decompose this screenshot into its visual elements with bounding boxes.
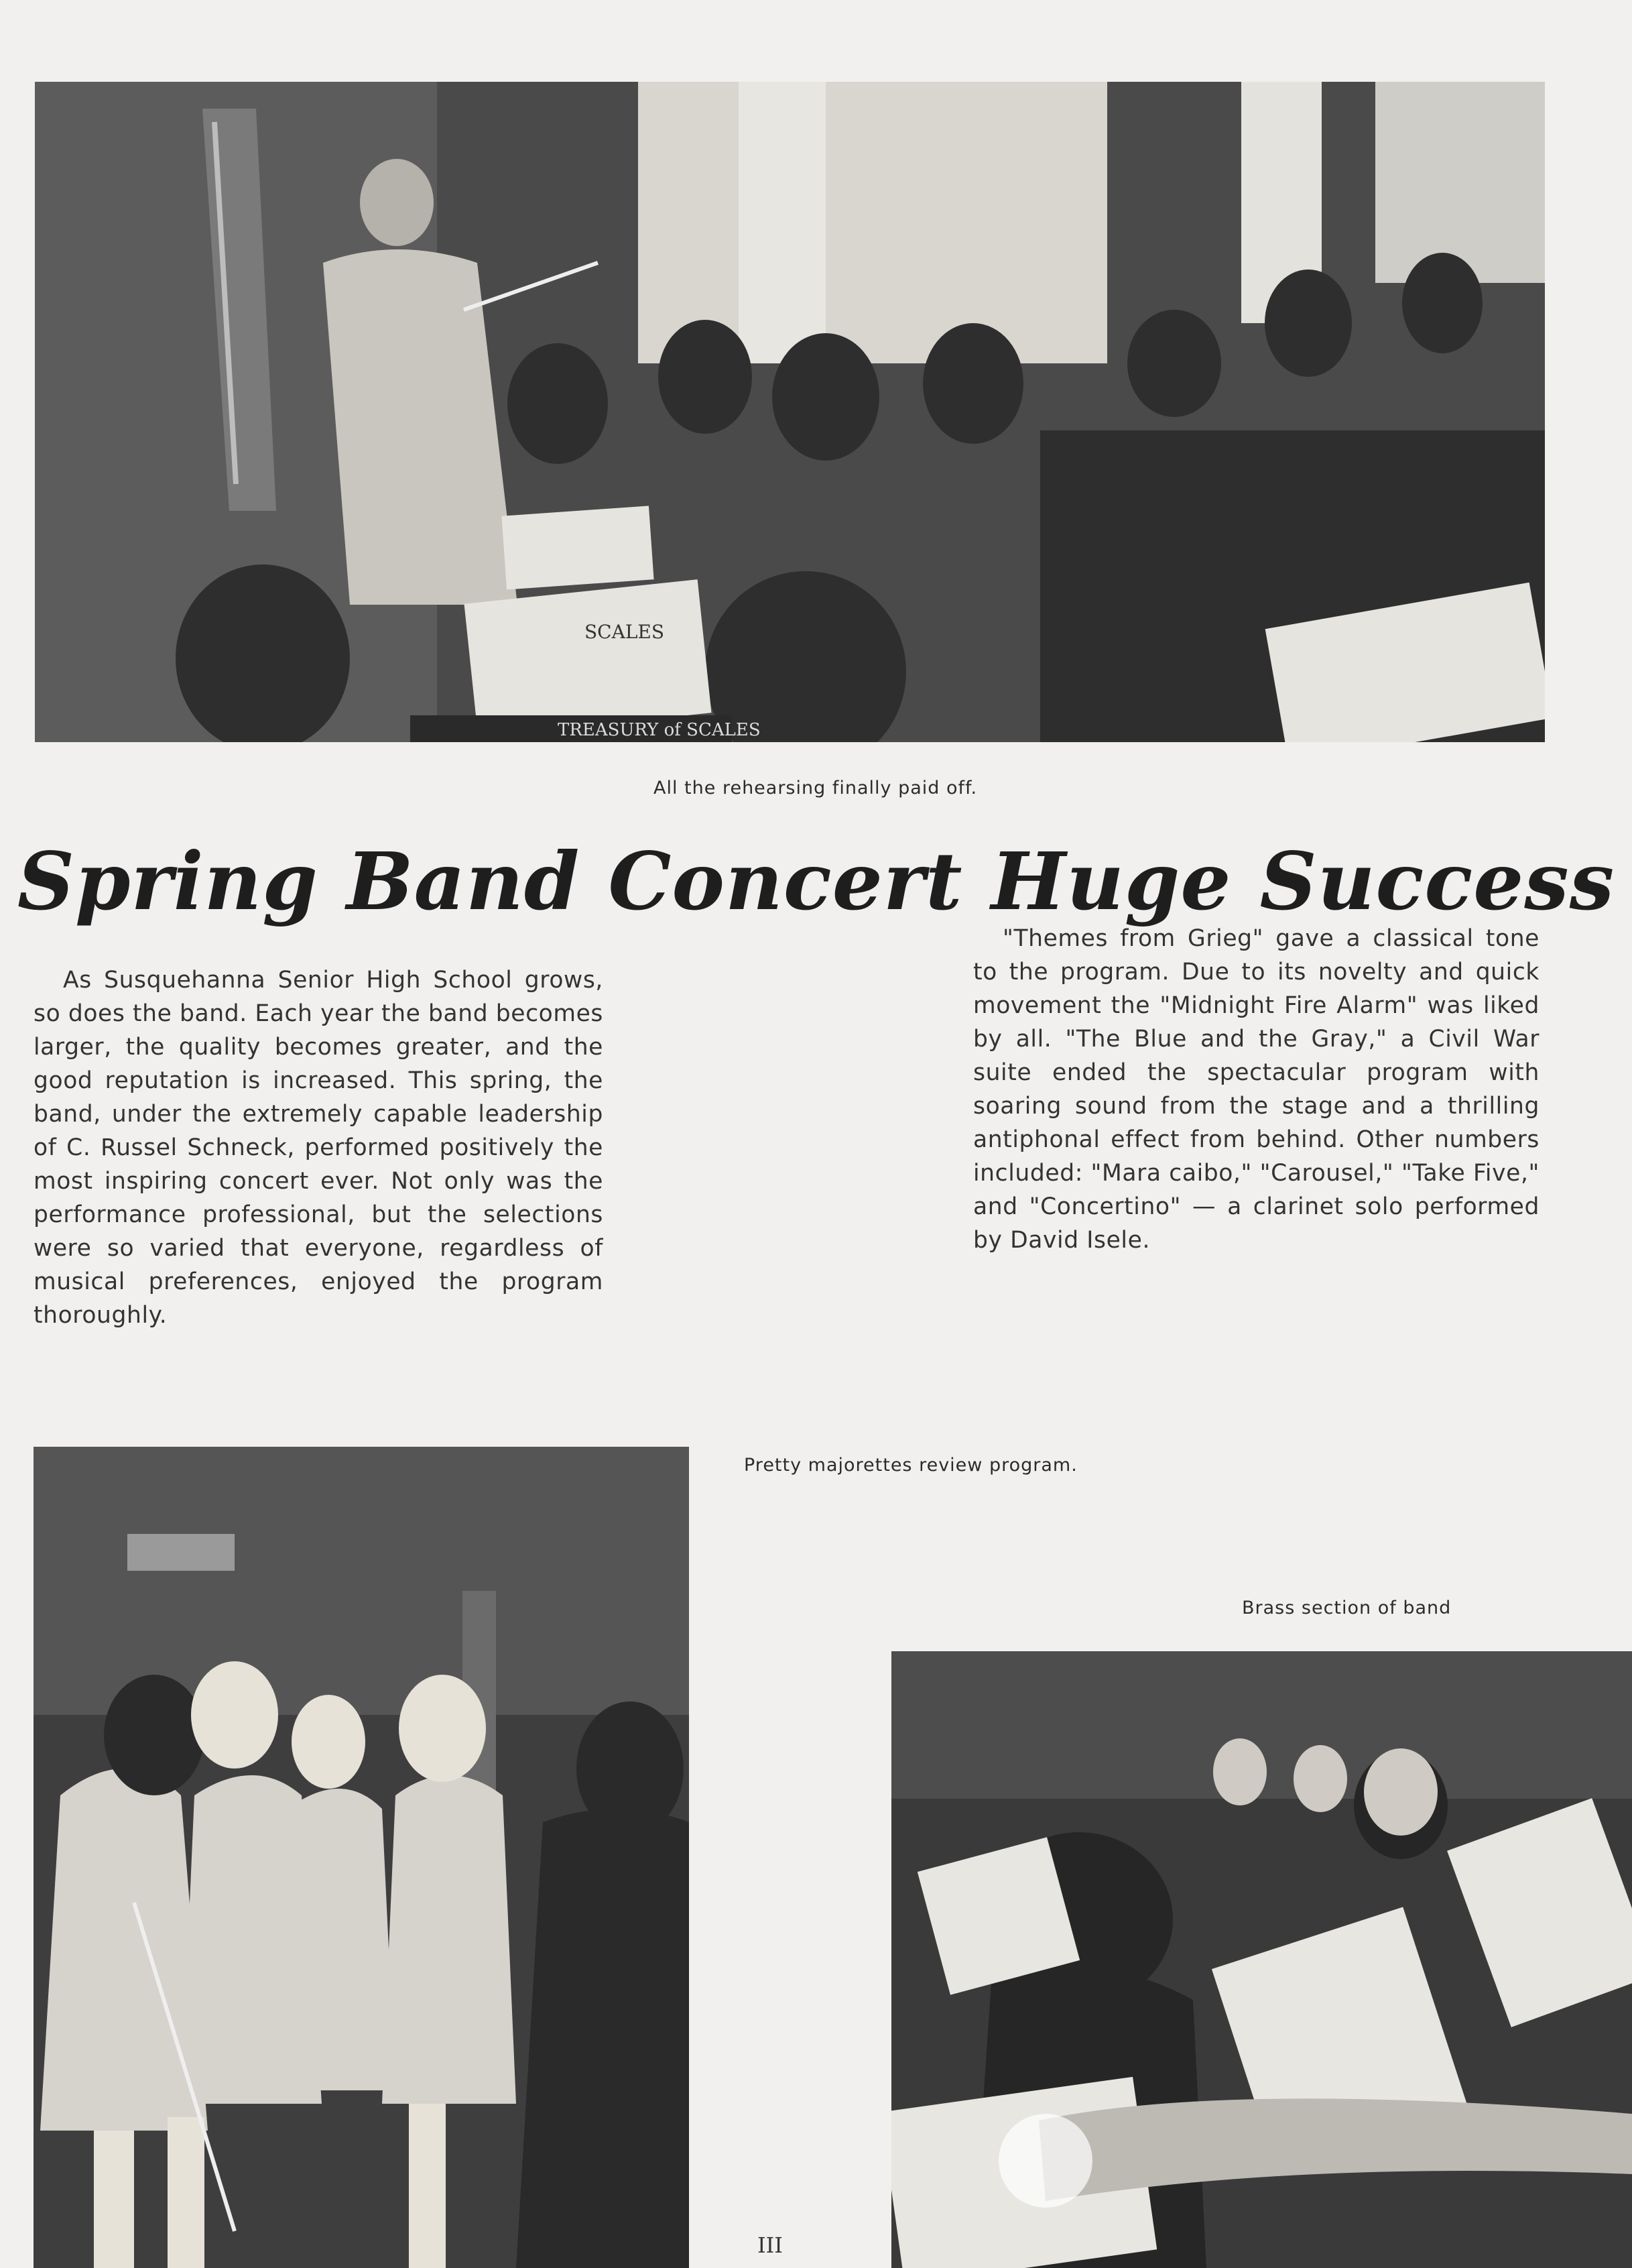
band-concert-photo (35, 82, 1545, 742)
article-right-text: "Themes from Grieg" gave a classical tone to the program. Due to its novelty and quick movement the "Midnight Fire Alarm" was liked by all. "The Blue and the Gray," a Civil War suite ended the spectacular program with soaring sound from the stage and a thrilling antiphonal effect from behind. Other numbers included: "Mara caibo," "Carousel," "Take Five," and "Concertino" — a clarinet solo performed by David Isele. (973, 925, 1540, 1254)
page-number: III (757, 2232, 783, 2258)
page-headline: Spring Band Concert Huge Success (17, 835, 1615, 928)
brass-caption: Brass section of band (1242, 1598, 1452, 1618)
music-book-scales: SCALES (584, 621, 665, 643)
majorettes-caption: Pretty majorettes review program. (744, 1455, 1078, 1476)
top-photo-caption: All the rehearsing finally paid off. (653, 778, 978, 798)
music-book-treasury: TREASURY of SCALES (558, 720, 761, 740)
article-left-text: As Susquehanna Senior High School grows, so does the band. Each year the band becomes larger, the quality becomes greater, and the good reputation is increased. This spring, the band, under the extremely capable leadership of C. Russel Schneck, performed positively the most inspiring concert ever. Not only was the performance professional, but the selections were so varied that everyone, regardless of musical preferences, enjoyed the program thoroughly. (34, 967, 603, 1329)
article-left-column (34, 963, 603, 1332)
article-right-column (973, 922, 1540, 1257)
brass-section-photo (891, 1651, 1632, 2268)
majorettes-photo (34, 1447, 689, 2268)
